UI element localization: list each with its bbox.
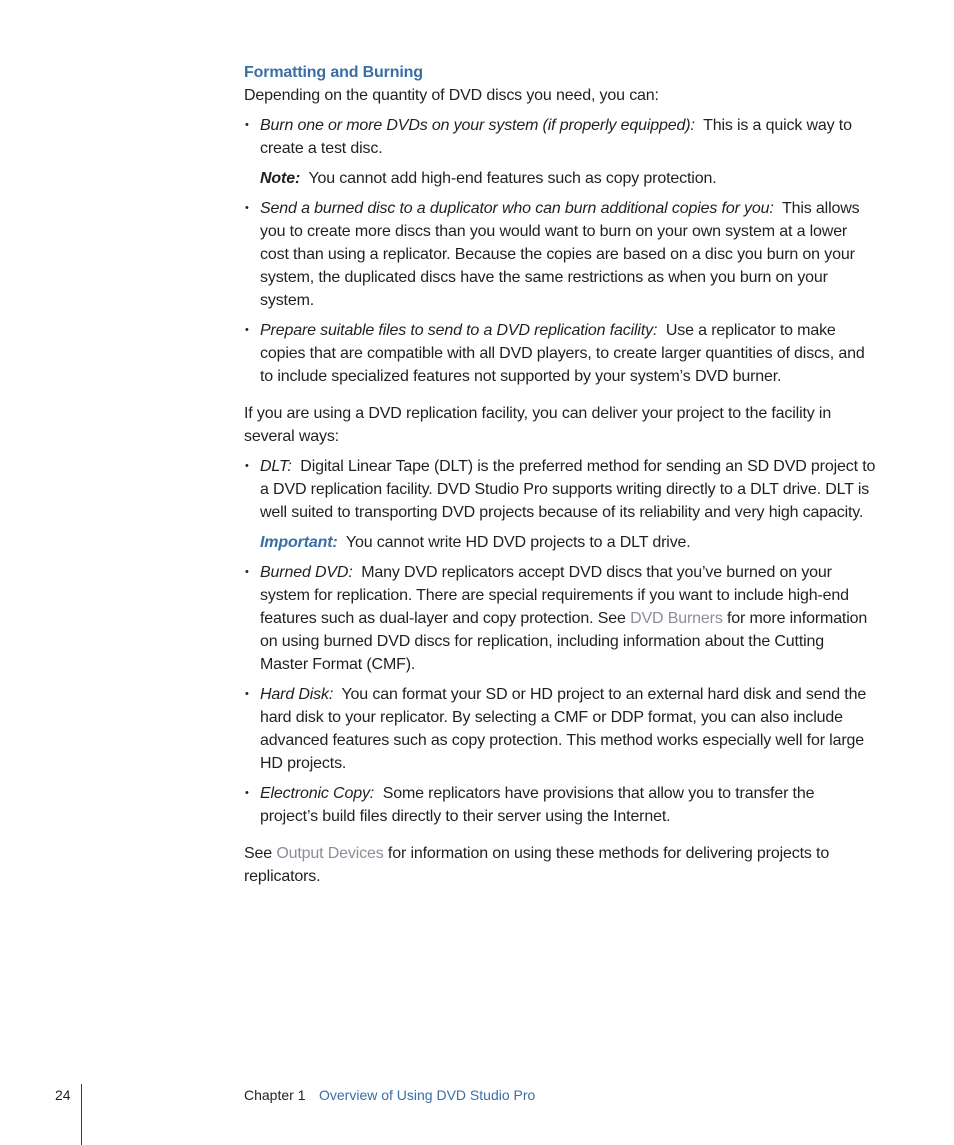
list-item-lead: DLT: bbox=[260, 458, 292, 475]
output-devices-link[interactable]: Output Devices bbox=[276, 845, 384, 862]
list-item bbox=[244, 197, 876, 312]
chapter-label: Chapter 1 bbox=[244, 1087, 306, 1103]
footer-divider bbox=[81, 1084, 82, 1145]
section-heading: Formatting and Burning bbox=[244, 64, 423, 81]
list-item-lead: Prepare suitable files to send to a DVD replication facility: bbox=[260, 322, 658, 339]
list-item bbox=[244, 683, 876, 775]
list-item bbox=[244, 782, 876, 828]
list-item-lead: Burn one or more DVDs on your system (if properly equipped): bbox=[260, 117, 695, 134]
list-item-lead: Electronic Copy: bbox=[260, 785, 375, 802]
list-item bbox=[244, 561, 876, 676]
note-callout bbox=[244, 167, 876, 190]
note-text: You cannot add high-end features such as copy protection. bbox=[308, 170, 717, 187]
list-item bbox=[244, 455, 876, 524]
list-item-text: Some replicators have provisions that allow you to transfer the project’s build files directly to their server using the Internet. bbox=[260, 785, 815, 825]
list-item-text: This allows you to create more discs than you would want to burn on your own system at a lower cost than using a replicator. Because the copies are based on a disc you burn on your system, the duplicated discs have the same restrictions as when you burn on your system. bbox=[260, 200, 860, 309]
list-item-text: Use a replicator to make copies that are compatible with all DVD players, to create larger quantities of discs, and to include specialized features not supported by your system’s DVD burner. bbox=[260, 322, 865, 385]
methods-list bbox=[244, 455, 876, 828]
delivery-intro: If you are using a DVD replication facility, you can deliver your project to the facility in several ways: bbox=[244, 405, 832, 445]
list-item-text: Digital Linear Tape (DLT) is the preferred method for sending an SD DVD project to a DVD replication facility. DVD Studio Pro supports writing directly to a DLT drive. DLT is well suited to transporting DVD projects because of its reliability and very high capacity. bbox=[260, 458, 876, 521]
important-text: You cannot write HD DVD projects to a DLT drive. bbox=[345, 534, 691, 551]
chapter-title-link[interactable]: Overview of Using DVD Studio Pro bbox=[319, 1087, 536, 1103]
important-callout bbox=[244, 531, 876, 554]
dvd-burners-link[interactable]: DVD Burners bbox=[630, 610, 723, 627]
closing-paragraph bbox=[244, 842, 876, 888]
list-item-text: Many DVD replicators accept DVD discs that you’ve burned on your system for replication. There are special requirements if you want to include high-end features such as dual-layer and copy protection. See bbox=[260, 564, 849, 627]
list-item-lead: Hard Disk: bbox=[260, 686, 334, 703]
list-item bbox=[244, 319, 876, 388]
list-item-lead: Send a burned disc to a duplicator who can burn additional copies for you: bbox=[260, 200, 774, 217]
note-label: Note: bbox=[260, 170, 301, 187]
important-label: Important: bbox=[260, 534, 338, 551]
list-item-text: You can format your SD or HD project to an external hard disk and send the hard disk to your replicator. By selecting a CMF or DDP format, you can also include advanced features such as copy protection. This method works especially well for large HD projects. bbox=[260, 686, 867, 772]
options-list bbox=[244, 114, 876, 388]
list-item-lead: Burned DVD: bbox=[260, 564, 353, 581]
section-intro: Depending on the quantity of DVD discs you need, you can: bbox=[244, 87, 659, 104]
list-item bbox=[244, 114, 876, 160]
list-item-text: This is a quick way to create a test disc. bbox=[260, 117, 852, 157]
page-content bbox=[244, 62, 876, 888]
list-item-text: for more information on using burned DVD discs for replication, including information about the Cutting Master Format (CMF). bbox=[260, 610, 868, 673]
closing-text: for information on using these methods for delivering projects to replicators. bbox=[244, 845, 830, 885]
page-number: 24 bbox=[55, 1087, 71, 1103]
closing-text: See bbox=[244, 845, 273, 862]
